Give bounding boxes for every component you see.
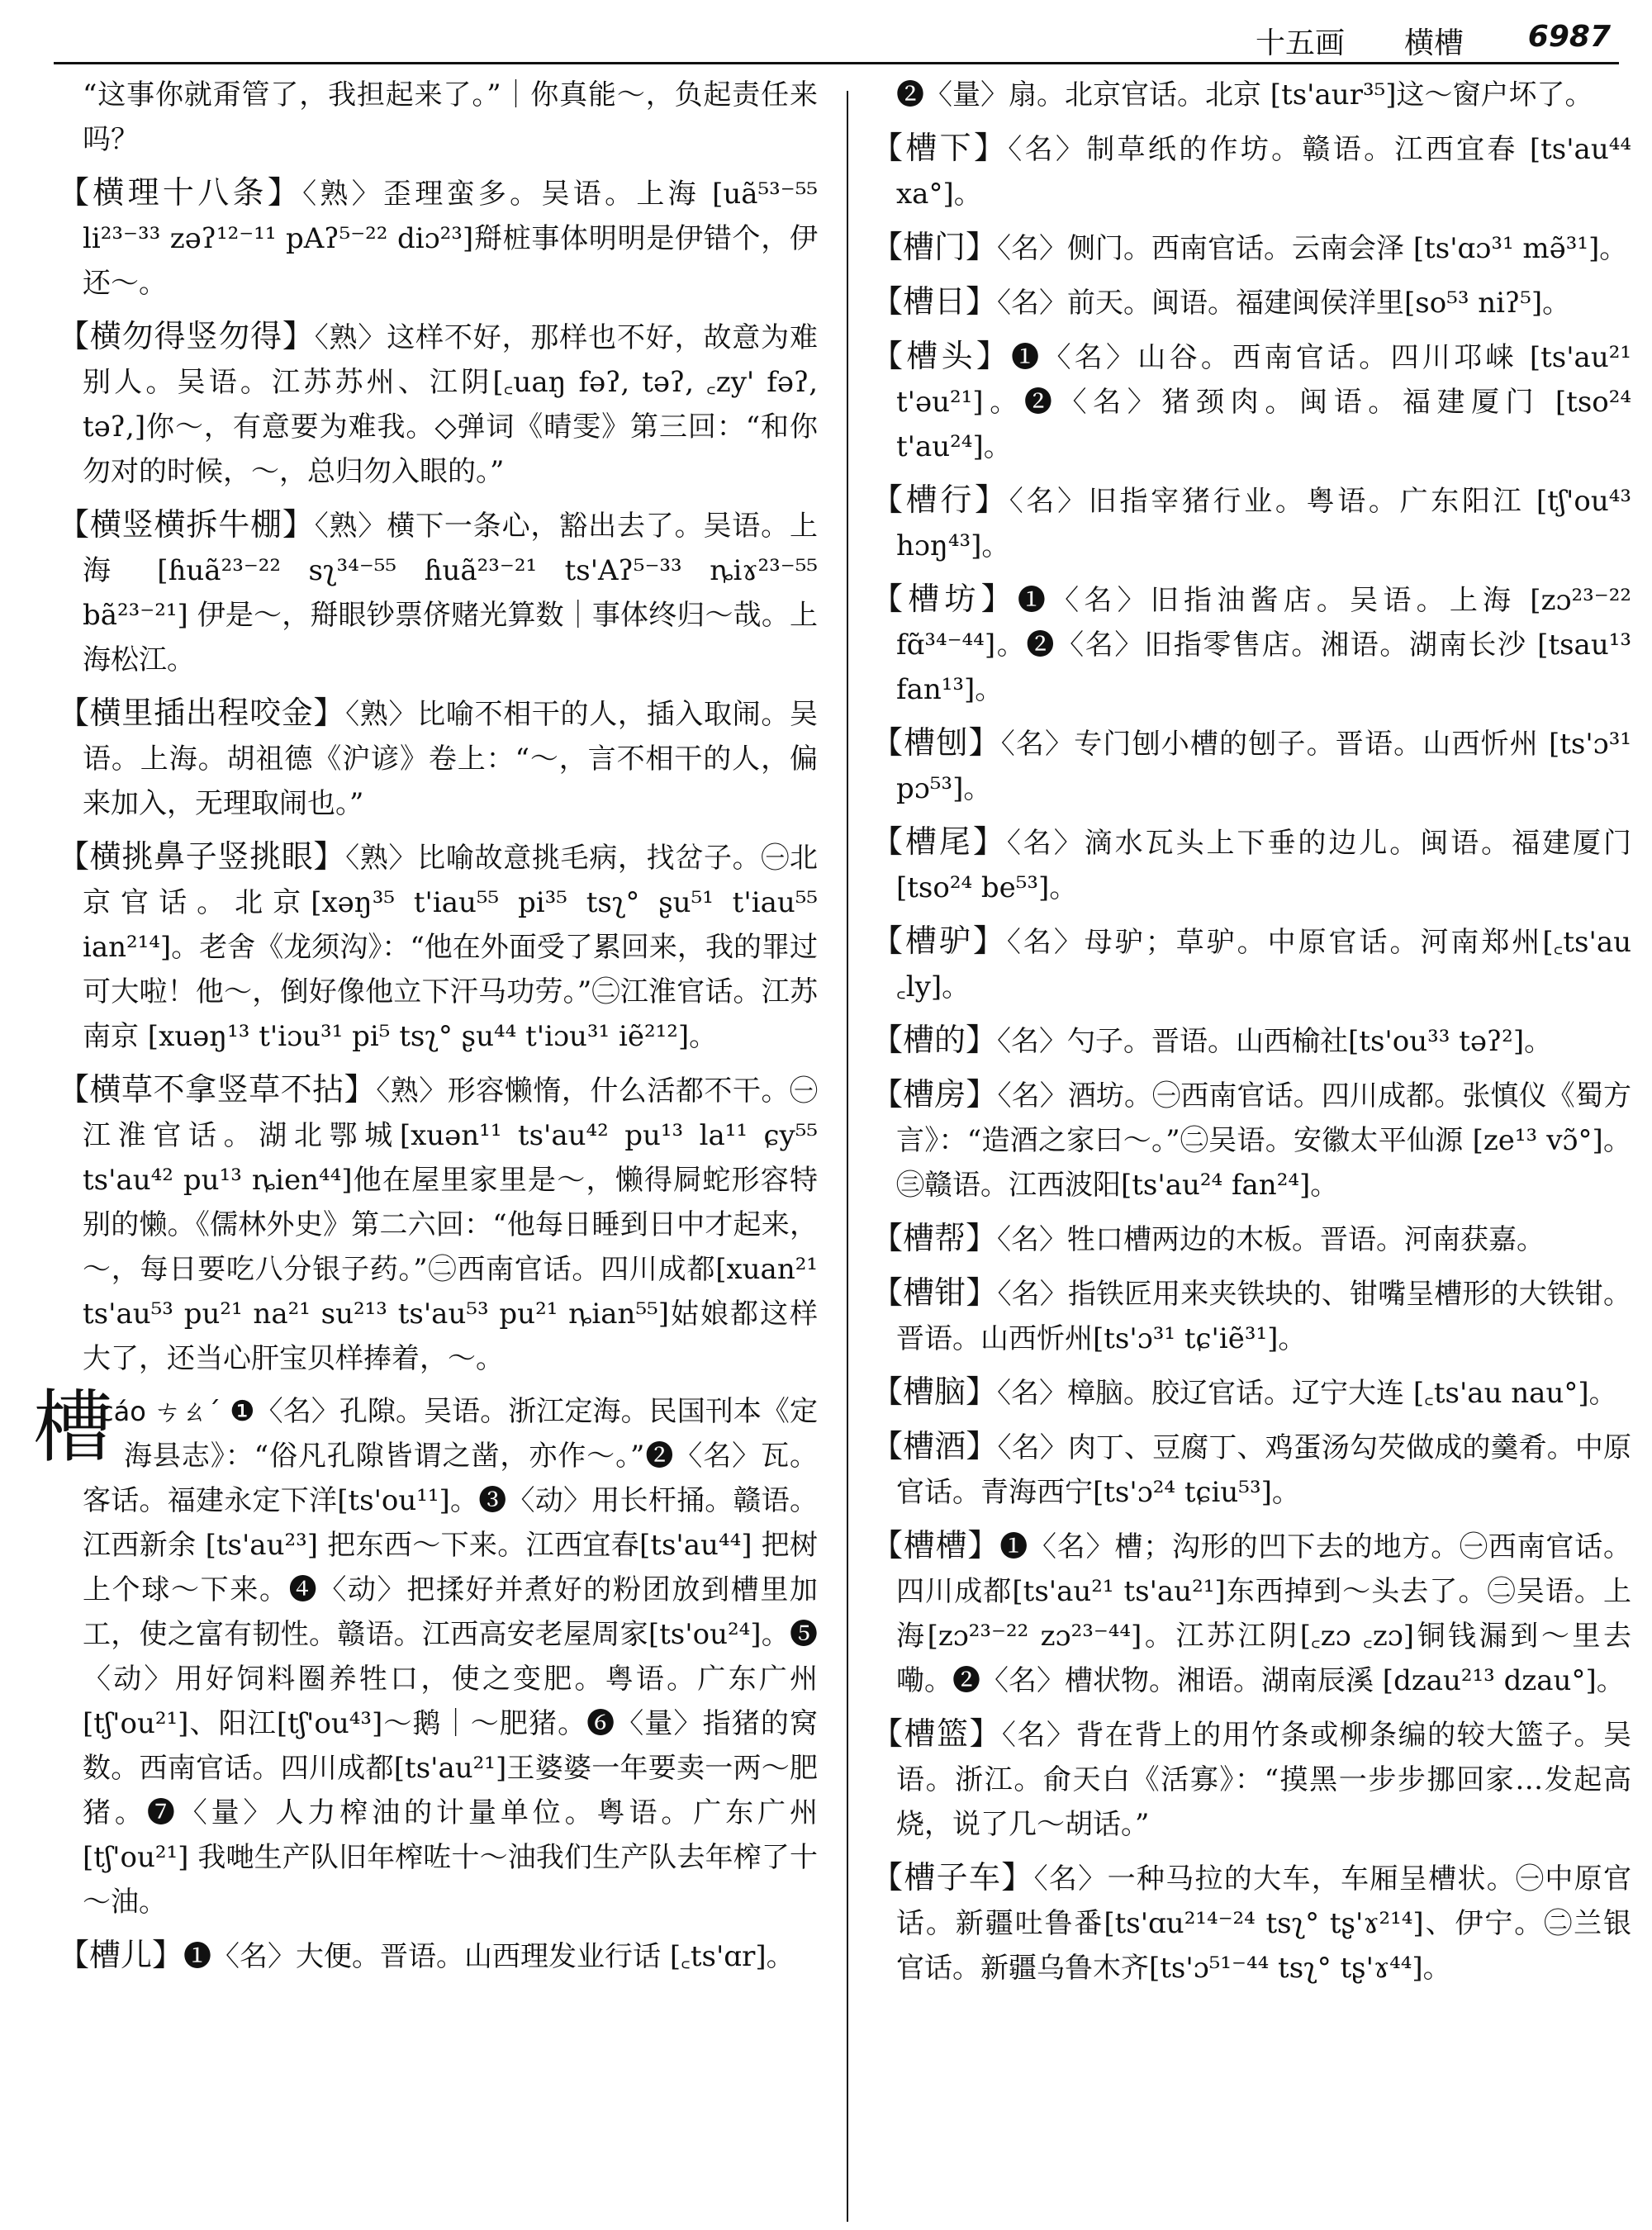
entry-lemma: 【槽房】 xyxy=(871,1076,998,1113)
entry-text: ❶〈名〉山谷。西南官话。四川邛崃 [ts'au²¹ t'əu²¹]。❷〈名〉猪颈肉。闽语。福建厦门 [tso²⁴ t'au²⁴]。 xyxy=(896,341,1631,463)
entry-text: “这事你就甭管了，我担起来了。”｜你真能～，负起责任来吗？ xyxy=(83,78,818,156)
entry-lemma: 【槽刨】 xyxy=(871,724,1001,761)
entry-lemma: 【槽尾】 xyxy=(871,823,1007,860)
head-pinyin: cáo ㄘㄠˊ xyxy=(99,1396,221,1427)
entry-lemma: 【槽脑】 xyxy=(871,1374,998,1410)
dictionary-entry xyxy=(871,334,1631,469)
header-rule xyxy=(54,62,1619,64)
entry-lemma: 【槽钳】 xyxy=(871,1274,998,1311)
dictionary-entry xyxy=(58,690,818,826)
dictionary-entry xyxy=(871,1711,1631,1847)
dictionary-entry xyxy=(871,1523,1631,1703)
dictionary-entry xyxy=(871,1855,1631,1990)
dictionary-entry xyxy=(871,1216,1631,1262)
entry-text: 〈熟〉比喻不相干的人，插入取闹。吴语。上海。胡祖德《沪谚》卷上：“～，言不相干的人，偏来加入，无理取闹也。” xyxy=(83,698,818,820)
entry-lemma: 【槽子车】 xyxy=(871,1859,1034,1896)
entry-text: 〈熟〉横下一条心，豁出去了。吴语。上海 [ɦuã²³⁻²² sʅ³⁴⁻⁵⁵ ɦuã²³⁻²¹ ts'Aʔ⁵⁻³³ ȵiɤ²³⁻⁵⁵ bã²³⁻²¹] 伊是～，搿眼钞票侪赌光算数｜事体终归～哉。上海松江。 xyxy=(83,510,818,676)
entry-text: 〈名〉侧门。西南官话。云南会泽 [ts'ɑɔ³¹ mə̃³¹]。 xyxy=(997,232,1628,265)
dictionary-entry xyxy=(871,279,1631,325)
entry-lemma: 【槽槽】 xyxy=(871,1527,1000,1563)
entry-text: 〈名〉勺子。晋语。山西榆社[ts'ou³³ təʔ²]。 xyxy=(997,1025,1553,1058)
dictionary-entry xyxy=(58,73,818,162)
entry-text: 〈名〉专门刨小槽的刨子。晋语。山西忻州 [ts'ɔ³¹ pɔ⁵³]。 xyxy=(896,728,1631,805)
dictionary-entry xyxy=(58,1933,818,1979)
entry-lemma: 【槽下】 xyxy=(871,130,1009,166)
header-headwords: 横槽 xyxy=(1404,26,1464,60)
dictionary-entry xyxy=(58,502,818,682)
entry-text: ❷〈量〉扇。北京官话。北京 [ts'aur³⁵]这～窗户坏了。 xyxy=(896,78,1593,112)
dictionary-entry xyxy=(871,225,1631,271)
dictionary-entry xyxy=(871,1072,1631,1208)
dictionary-entry xyxy=(871,720,1631,811)
right-column xyxy=(871,73,1631,1999)
entry-text: ❶〈名〉槽；沟形的凹下去的地方。㊀西南官话。四川成都[ts'au²¹ ts'au²¹]东西掉到～头去了。㊁吴语。上海[zɔ²³⁻²² zɔ²³⁻⁴⁴]。江苏江阴[꜀zɔ ꜀zɔ]铜钱漏到～里去嘞。❷〈名〉槽状物。湘语。湖南辰溪 [dzau²¹³ dzau°]。 xyxy=(896,1530,1631,1697)
entry-text: 〈名〉滴水瓦头上下垂的边儿。闽语。福建厦门 [tso²⁴ be⁵³]。 xyxy=(896,827,1631,904)
left-column xyxy=(33,73,818,1987)
entry-text: ❶〈名〉大便。晋语。山西理发业行话 [꜀ts'ɑr]。 xyxy=(183,1940,795,1973)
entry-text: 〈熟〉这样不好，那样也不好，故意为难别人。吴语。江苏苏州、江阴[꜀uaŋ fəʔ, təʔ, ꜀zy' fəʔ, təʔ,]你～，有意要为难我。◇弹词《晴雯》第三回：“和你勿对的时候，～，总归勿入眼的。” xyxy=(83,321,818,488)
dictionary-entry xyxy=(871,918,1631,1009)
dictionary-entry xyxy=(871,576,1631,712)
dictionary-entry xyxy=(58,170,818,306)
entry-lemma: 【横竖横拆牛棚】 xyxy=(58,506,315,543)
entry-lemma: 【槽坊】 xyxy=(871,581,1018,617)
entry-lemma: 【横草不拿竖草不拈】 xyxy=(58,1071,377,1108)
entry-lemma: 【槽儿】 xyxy=(58,1937,184,1973)
entry-text: ❶〈名〉孔隙。吴语。浙江定海。民国刊本《定海县志》：“俗凡孔隙皆谓之凿，亦作～。”❷〈名〉瓦。客话。福建永定下洋[ts'ou¹¹]。❸〈动〉用长杆捅。赣语。江西新余 [ts'au²³] 把东西～下来。江西宜春[ts'au⁴⁴] 把树上个球～下来。❹〈动〉把揉好并煮好的粉团放到槽里加工，使之富有韧性。赣语。江西高安老屋周家[ts'ou²⁴]。❺〈动〉用好饲料圈养牲口，使之变肥。粤语。广东广州[tʃ'ou²¹]、阳江[tʃ'ou⁴³]～鹅｜～肥猪。❻〈量〉指猪的窝数。西南官话。四川成都[ts'au²¹]王婆婆一年要卖一两～肥猪。❼〈量〉人力榨油的计量单位。粤语。广东广州 [tʃ'ou²¹] 我哋生产队旧年榨咗十～油我们生产队去年榨了十～油。 xyxy=(83,1395,818,1919)
page-header xyxy=(1247,18,1611,60)
entry-text: 〈熟〉形容懒惰，什么活都不干。㊀江淮官话。湖北鄂城[xuən¹¹ ts'au⁴² pu¹³ la¹¹ ɕy⁵⁵ ts'au⁴² pu¹³ ȵien⁴⁴]他在屋里家里是～，懒得屙蛇形容特别的懒。《儒林外史》第二六回：“他每日睡到日中才起来，～，每日要吃八分银子药。”㊁西南官话。四川成都[xuan²¹ ts'au⁵³ pu²¹ na²¹ su²¹³ ts'au⁵³ pu²¹ ȵian⁵⁵]姑娘都这样大了，还当心肝宝贝样捧着，～。 xyxy=(83,1075,818,1375)
entry-lemma: 【槽的】 xyxy=(871,1022,998,1058)
dictionary-entry xyxy=(871,1018,1631,1064)
entry-text: 〈名〉背在背上的用竹条或柳条编的较大篮子。吴语。浙江。俞天白《活寡》：“摸黑一步步挪回家…发起高烧，说了几～胡话。” xyxy=(896,1719,1631,1841)
dictionary-entry xyxy=(871,1369,1631,1416)
entry-text: 〈名〉肉丁、豆腐丁、鸡蛋汤勾芡做成的羹肴。中原官话。青海西宁[ts'ɔ²⁴ tɕiu⁵³]。 xyxy=(896,1431,1631,1509)
column-divider xyxy=(847,91,848,2222)
entry-lemma: 【横里插出程咬金】 xyxy=(58,695,346,731)
entry-text: 〈名〉一种马拉的大车，车厢呈槽状。㊀中原官话。新疆吐鲁番[ts'ɑu²¹⁴⁻²⁴ tsʅ° tʂ'ɤ²¹⁴]、伊宁。㊁兰银官话。新疆乌鲁木齐[ts'ɔ⁵¹⁻⁴⁴ tsʅ° tʂ'ɤ⁴⁴]。 xyxy=(896,1862,1631,1985)
entry-text: 〈名〉前天。闽语。福建闽侯洋里[so⁵³ niʔ⁵]。 xyxy=(997,287,1571,320)
entry-lemma: 【槽酒】 xyxy=(871,1428,998,1464)
dictionary-entry xyxy=(871,73,1631,117)
dictionary-entry xyxy=(871,477,1631,568)
entry-lemma: 【槽日】 xyxy=(871,283,998,320)
headcharacter-entry xyxy=(33,1381,818,1924)
dictionary-entry xyxy=(871,1424,1631,1515)
entry-text: 〈名〉制草纸的作坊。赣语。江西宜春 [ts'au⁴⁴ xa°]。 xyxy=(896,133,1631,211)
entry-text: 〈熟〉歪理蛮多。吴语。上海 [uã⁵³⁻⁵⁵ li²³⁻³³ zəʔ¹²⁻¹¹ pAʔ⁵⁻²² diɔ²³]搿桩事体明明是伊错个，伊还～。 xyxy=(83,178,818,300)
entry-text: 〈名〉指铁匠用来夹铁块的、钳嘴呈槽形的大铁钳。晋语。山西忻州[ts'ɔ³¹ tɕ'iẽ³¹]。 xyxy=(896,1278,1631,1355)
entry-text: ❶〈名〉旧指油酱店。吴语。上海 [zɔ²³⁻²² fɑ̃³⁴⁻⁴⁴]。❷〈名〉旧指零售店。湘语。湖南长沙 [tsau¹³ fan¹³]。 xyxy=(896,584,1631,706)
entry-text: 〈名〉牲口槽两边的木板。晋语。河南获嘉。 xyxy=(997,1223,1545,1256)
entry-lemma: 【横挑鼻子竖挑眼】 xyxy=(58,838,346,875)
dictionary-entry xyxy=(871,126,1631,216)
dictionary-entry xyxy=(871,819,1631,910)
page-number: 6987 xyxy=(1527,20,1611,54)
entry-lemma: 【槽篮】 xyxy=(871,1715,1002,1752)
entry-text: 〈名〉樟脑。胶辽官话。辽宁大连 [꜀ts'au nau°]。 xyxy=(997,1377,1617,1410)
entry-text: 〈熟〉比喻故意挑毛病，找岔子。㊀北京官话。北京[xəŋ³⁵ t'iau⁵⁵ pi³⁵ tsʅ° ʂu⁵¹ t'iau⁵⁵ ian²¹⁴]。老舍《龙须沟》：“他在外面受了累回来，我的罪过可大啦！他～，倒好像他立下汗马功劳。”㊁江淮官话。江苏南京 [xuəŋ¹³ t'iɔu³¹ pi⁵ tsʅ° ʂu⁴⁴ t'iɔu³¹ iẽ²¹²]。 xyxy=(83,842,818,1053)
entry-text: 〈名〉母驴；草驴。中原官话。河南郑州[꜀ts'au ꜀ly]。 xyxy=(896,926,1631,1004)
entry-text: 〈名〉酒坊。㊀西南官话。四川成都。张慎仪《蜀方言》：“造酒之家曰～。”㊁吴语。安徽太平仙源 [ze¹³ vɔ̃°]。㊂赣语。江西波阳[ts'au²⁴ fan²⁴]。 xyxy=(896,1079,1631,1202)
entry-lemma: 【槽门】 xyxy=(871,229,998,265)
entry-lemma: 【横勿得竖勿得】 xyxy=(58,318,315,354)
section-title: 十五画 xyxy=(1256,26,1346,60)
entry-lemma: 【槽驴】 xyxy=(871,923,1007,959)
dictionary-entry xyxy=(58,834,818,1059)
head-character: 槽 xyxy=(33,1381,112,1473)
entry-text: 〈名〉旧指宰猪行业。粤语。广东阳江 [tʃ'ou⁴³ hɔŋ⁴³]。 xyxy=(896,485,1631,562)
entry-lemma: 【槽行】 xyxy=(871,482,1009,518)
entry-lemma: 【槽头】 xyxy=(871,338,1012,374)
dictionary-entry xyxy=(58,1067,818,1381)
dictionary-entry xyxy=(871,1270,1631,1361)
entry-lemma: 【横理十八条】 xyxy=(58,174,303,211)
entry-lemma: 【槽帮】 xyxy=(871,1220,998,1256)
dictionary-entry xyxy=(58,314,818,494)
